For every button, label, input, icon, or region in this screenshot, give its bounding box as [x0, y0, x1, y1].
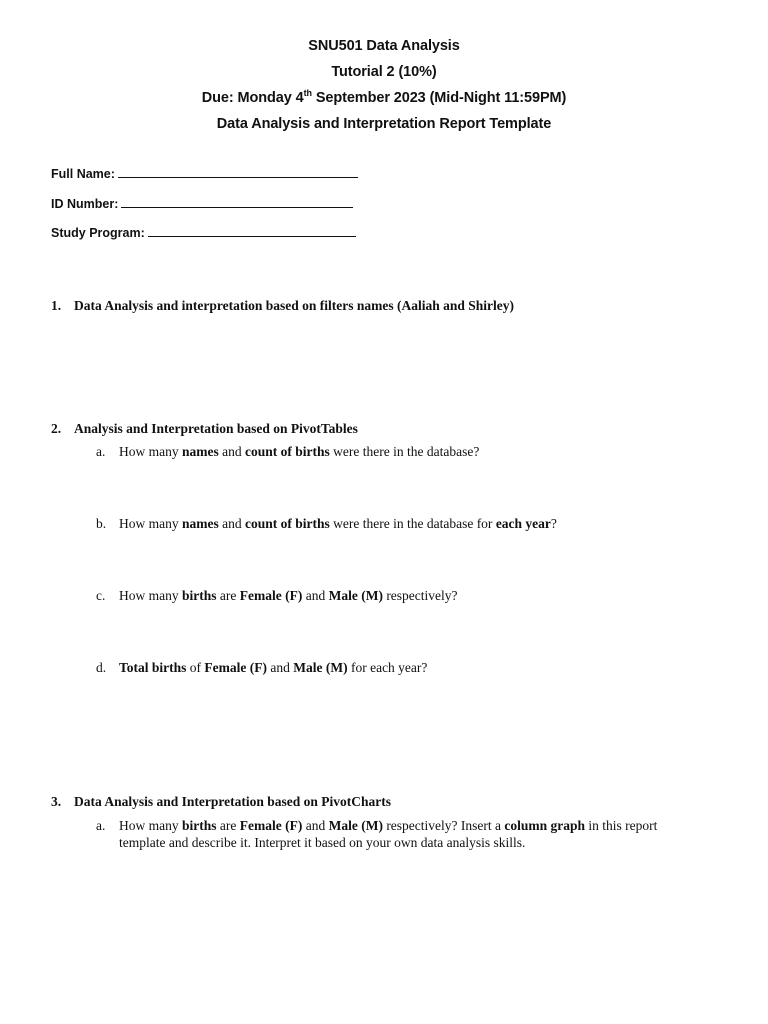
question-3-title: Data Analysis and Interpretation based on PivotCharts: [74, 794, 392, 809]
full-name-label: Full Name:: [51, 167, 115, 181]
question-3-number: 3.: [51, 794, 62, 809]
full-name-field: [51, 165, 358, 182]
due-date-prefix: Due: Monday 4: [201, 90, 304, 106]
question-2c-letter: c.: [96, 588, 106, 603]
question-3a-text: How many births are Female (F) and Male (M) respectively? Insert a column graph in this report: [119, 818, 658, 833]
id-number-field: [51, 195, 353, 212]
question-1-number: 1.: [51, 298, 62, 313]
study-program-label: Study Program:: [51, 226, 145, 240]
template-title: Data Analysis and Interpretation Report Template: [216, 116, 552, 132]
question-2-number: 2.: [51, 421, 62, 436]
question-2d-letter: d.: [96, 660, 107, 675]
course-title: SNU501 Data Analysis: [308, 38, 460, 54]
id-number-blank-line: [121, 195, 353, 208]
question-3: [51, 793, 391, 810]
due-date-superscript: th: [303, 88, 312, 99]
question-2c-text: How many births are Female (F) and Male (M) respectively?: [119, 588, 458, 603]
question-2d: [96, 659, 427, 676]
question-2c: [96, 587, 458, 604]
question-2a: [96, 443, 479, 460]
question-3a: [96, 817, 657, 851]
tutorial-title: Tutorial 2 (10%): [331, 64, 437, 80]
question-3a-continuation: template and describe it. Interpret it based on your own data analysis skills.: [119, 835, 526, 850]
question-1: [51, 297, 514, 314]
due-date: [0, 89, 768, 107]
question-3a-letter: a.: [96, 818, 106, 833]
question-2-title: Analysis and Interpretation based on PivotTables: [74, 421, 358, 436]
study-program-blank-line: [148, 224, 356, 237]
question-2: [51, 420, 358, 437]
question-2a-letter: a.: [96, 444, 106, 459]
question-2d-text: Total births of Female (F) and Male (M) for each year?: [119, 660, 428, 675]
question-2b-text: How many names and count of births were there in the database for each year?: [119, 516, 557, 531]
question-2b-letter: b.: [96, 516, 107, 531]
question-2b: [96, 515, 557, 532]
study-program-field: [51, 224, 356, 241]
question-1-title: Data Analysis and interpretation based on filters names (Aaliah and Shirley): [74, 298, 515, 313]
due-date-suffix: September 2023 (Mid-Night 11:59PM): [311, 90, 567, 106]
id-number-label: ID Number:: [51, 197, 119, 211]
question-2a-text: How many names and count of births were there in the database?: [119, 444, 480, 459]
full-name-blank-line: [118, 165, 358, 178]
